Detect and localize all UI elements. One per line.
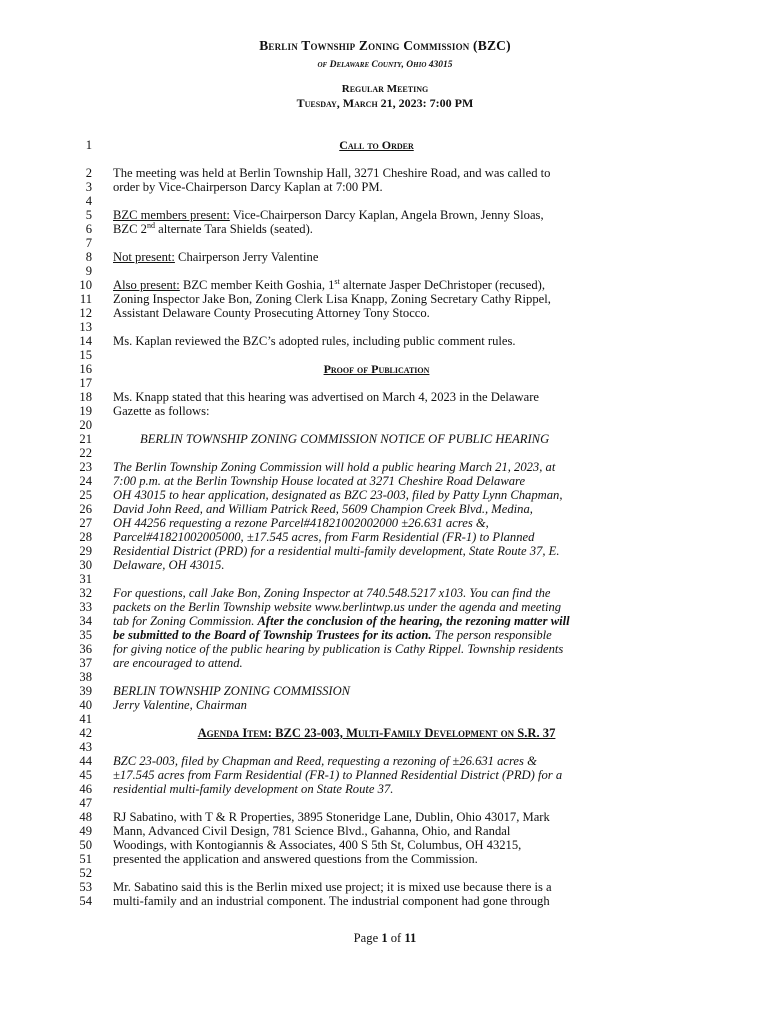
line-number: 18	[79, 390, 92, 404]
meeting-date: Tuesday, March 21, 2023: 7:00 PM	[296, 96, 474, 110]
line-number: 22	[79, 446, 92, 460]
line-number: 12	[79, 306, 92, 320]
line-number: 33	[79, 600, 92, 614]
section-heading-proof-of-publication: Proof of Publication	[323, 362, 430, 376]
also-present-label: Also present:	[113, 278, 180, 292]
line-number: 28	[79, 530, 92, 544]
line-number: 52	[79, 866, 92, 880]
line-number: 16	[79, 362, 92, 376]
line-number: 15	[79, 348, 92, 362]
line-number: 50	[79, 838, 92, 852]
meeting-type: Regular Meeting	[341, 83, 429, 95]
line-number: 10	[79, 278, 92, 292]
line-number: 48	[79, 810, 92, 824]
total-page-count: 11	[404, 931, 417, 945]
line-number: 41	[79, 712, 92, 726]
line-number: 9	[85, 264, 92, 278]
not-present-label: Not present:	[113, 250, 175, 264]
line-number: 19	[79, 404, 92, 418]
line-number: 42	[79, 726, 92, 740]
line-number: 40	[79, 698, 92, 712]
line-number: 8	[85, 250, 92, 264]
line-number: 43	[79, 740, 92, 754]
document-title: Berlin Township Zoning Commission (BZC)	[259, 38, 511, 53]
line-number: 7	[85, 236, 92, 250]
line-number: 49	[79, 824, 92, 838]
line-number: 29	[79, 544, 92, 558]
line-number: 54	[79, 894, 92, 908]
line-number: 14	[79, 334, 92, 348]
county-subtitle: of Delaware County, Ohio 43015	[317, 60, 453, 70]
line-number: 39	[79, 684, 92, 698]
line-number: 38	[79, 670, 92, 684]
line-number: 24	[79, 474, 92, 488]
notice-heading: BERLIN TOWNSHIP ZONING COMMISSION NOTICE OF PUBLIC HEARING	[140, 432, 550, 446]
line-number: 46	[79, 782, 92, 796]
section-heading-agenda-item: Agenda Item: BZC 23-003, Multi-Family Development on S.R. 37	[197, 726, 556, 740]
line-number: 51	[79, 852, 92, 866]
line-number: 36	[79, 642, 92, 656]
line-number: 47	[79, 796, 92, 810]
current-page-number: 1	[381, 931, 388, 945]
members-present-label: BZC members present:	[113, 208, 230, 222]
line-number: 30	[79, 558, 92, 572]
line-number: 25	[79, 488, 92, 502]
line-number: 17	[79, 376, 92, 390]
line-number: 11	[79, 292, 92, 306]
line-number: 37	[79, 656, 92, 670]
line-number: 21	[79, 432, 92, 446]
page-footer: Page 1 of 11	[353, 931, 417, 945]
line-number: 53	[79, 880, 92, 894]
line-number: 2	[85, 166, 92, 180]
line-number: 45	[79, 768, 92, 782]
line-number: 13	[79, 320, 92, 334]
line-number: 27	[79, 516, 92, 530]
line-number: 20	[79, 418, 92, 432]
line-number: 4	[85, 194, 92, 208]
line-number: 35	[79, 628, 92, 642]
line-number: 34	[79, 614, 92, 628]
section-heading-call-to-order: Call to Order	[339, 138, 414, 152]
line-number: 6	[85, 222, 92, 236]
line-number: 32	[79, 586, 92, 600]
line-number: 31	[79, 572, 92, 586]
line-number: 23	[79, 460, 92, 474]
line-number: 44	[79, 754, 92, 768]
line-number: 1	[85, 138, 92, 152]
line-number: 26	[79, 502, 92, 516]
line-number: 3	[85, 180, 92, 194]
line-number: 5	[85, 208, 92, 222]
